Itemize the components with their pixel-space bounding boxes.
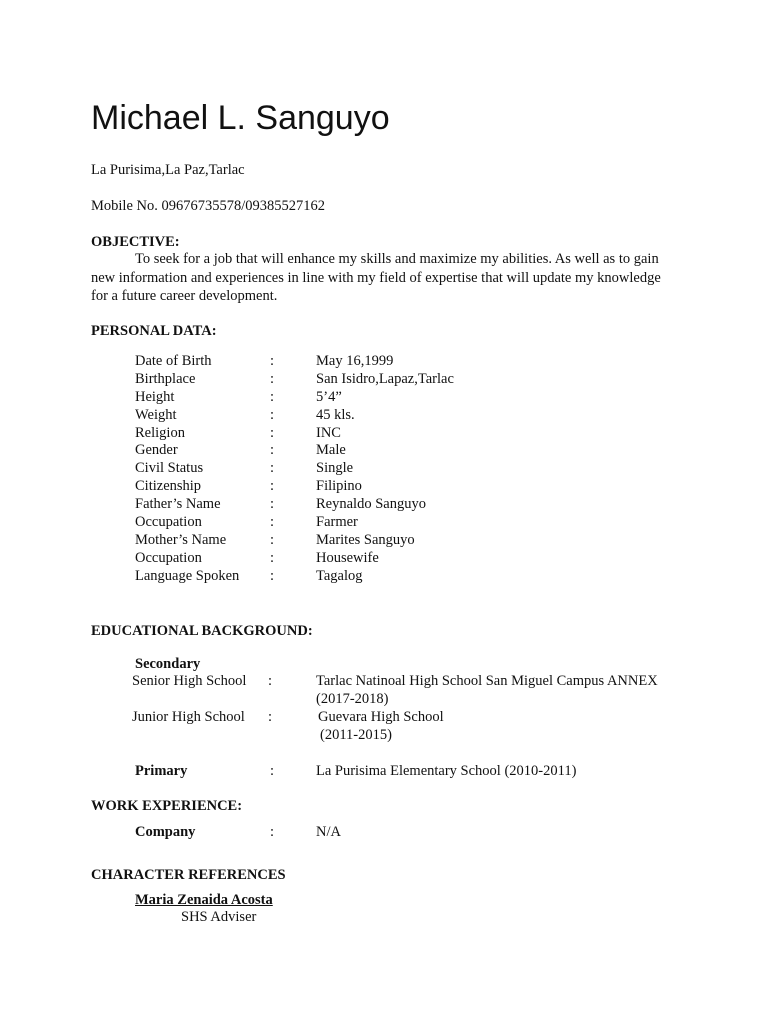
row-value: May 16,1999 [316, 353, 394, 369]
senior-high-separator: : [268, 673, 273, 689]
company-value: N/A [316, 824, 341, 840]
row-label: Gender [135, 442, 178, 459]
row-separator: : [270, 549, 275, 566]
junior-high-separator: : [268, 709, 273, 725]
row-value: Filipino [316, 478, 362, 495]
junior-high-label: Junior High School [132, 709, 245, 725]
row-value: 45 kls. [316, 406, 355, 423]
row-label: Mother’s Name [135, 531, 227, 548]
row-separator: : [270, 567, 275, 584]
row-separator: : [270, 496, 275, 513]
row-separator: : [270, 370, 275, 387]
row-value: 5’4” [316, 388, 342, 405]
row-separator: : [270, 531, 275, 548]
row-label: Birthplace [135, 370, 196, 387]
row-value: Reynaldo Sanguyo [316, 496, 426, 513]
mobile-line: Mobile No. 09676735578/09385527162 [91, 198, 326, 214]
reference-name: Maria Zenaida Acosta [135, 892, 273, 908]
address-line: La Purisima,La Paz,Tarlac [91, 162, 245, 178]
row-label: Occupation [135, 514, 202, 531]
row-value: Tagalog [316, 567, 363, 584]
row-label: Civil Status [135, 460, 204, 477]
row-label: Religion [135, 424, 185, 441]
row-value: Single [316, 460, 354, 477]
senior-high-label: Senior High School [132, 673, 247, 689]
junior-high-school: Guevara High School [318, 709, 444, 725]
objective-heading: OBJECTIVE: [91, 234, 180, 250]
objective-text [91, 250, 671, 306]
row-label: Father’s Name [135, 496, 221, 513]
row-value: Marites Sanguyo [316, 531, 415, 548]
primary-school: La Purisima Elementary School (2010-2011) [316, 763, 577, 779]
row-separator: : [270, 424, 275, 441]
row-label: Height [135, 388, 175, 405]
education-heading: EDUCATIONAL BACKGROUND: [91, 623, 313, 639]
row-value: San Isidro,Lapaz,Tarlac [316, 370, 454, 387]
senior-high-years: (2017-2018) [316, 691, 389, 707]
row-separator: : [270, 442, 275, 459]
row-label: Language Spoken [135, 567, 240, 584]
primary-separator: : [270, 763, 275, 779]
row-separator: : [270, 406, 275, 423]
company-separator: : [270, 824, 275, 840]
row-label: Occupation [135, 549, 202, 566]
references-heading: CHARACTER REFERENCES [91, 867, 286, 883]
row-value: Male [316, 442, 346, 459]
row-label: Citizenship [135, 478, 202, 495]
junior-high-years: (2011-2015) [320, 727, 392, 743]
secondary-label: Secondary [135, 656, 201, 672]
work-heading: WORK EXPERIENCE: [91, 798, 243, 814]
row-separator: : [270, 460, 275, 477]
reference-title: SHS Adviser [181, 909, 257, 925]
row-value: Farmer [316, 514, 358, 531]
company-label: Company [135, 824, 196, 840]
row-separator: : [270, 514, 275, 531]
senior-high-school: Tarlac Natinoal High School San Miguel Campus ANNEX [316, 673, 658, 689]
row-separator: : [270, 388, 275, 405]
row-label: Date of Birth [135, 353, 212, 369]
personal-data-heading: PERSONAL DATA: [91, 323, 217, 339]
row-value: Housewife [316, 549, 379, 566]
row-separator: : [270, 353, 275, 369]
row-label: Weight [135, 406, 177, 423]
objective-text-content: To seek for a job that will enhance my skills and maximize my abilities. As well as to gain new information and experiences in line with my field of expertise that will update my knowledge for a future career development. [91, 251, 661, 304]
row-value: INC [316, 424, 341, 441]
primary-label: Primary [135, 763, 188, 779]
applicant-name: Michael L. Sanguyo [91, 99, 390, 137]
row-separator: : [270, 478, 275, 495]
